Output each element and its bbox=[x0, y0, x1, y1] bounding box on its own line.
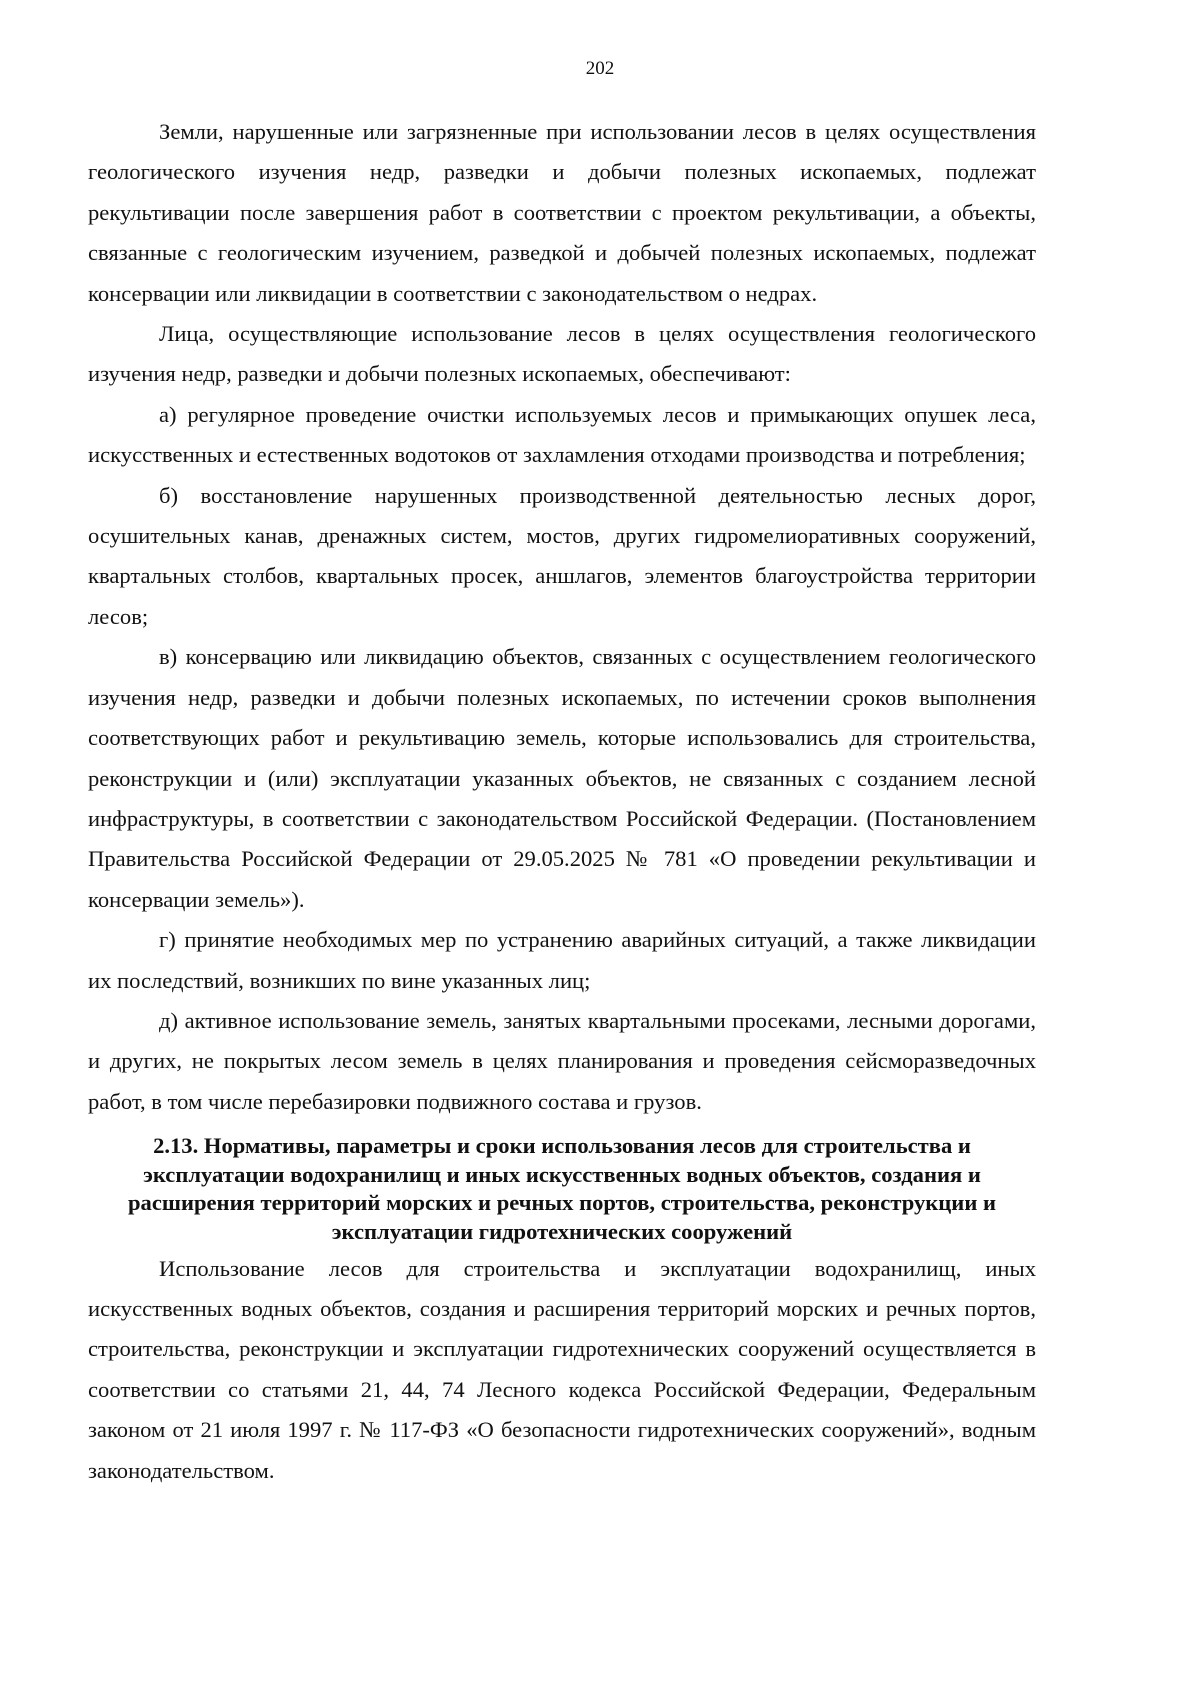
section-heading-2-13: 2.13. Нормативы, параметры и сроки использования лесов для строительства и эксплуатации водохранилищ и иных искусственных водных объектов, создания и расширения территорий морских и речных портов, строительства, реконструкции и эксплуатации гидротехнических сооружений bbox=[127, 1133, 997, 1244]
paragraph-obligations-intro: Лица, осуществляющие использование лесов в целях осуществления геологического изучения недр, разведки и добычи полезных ископаемых, обеспечивают: bbox=[88, 321, 1036, 387]
list-item-b: б) восстановление нарушенных производственной деятельностью лесных дорог, осушительных канав, дренажных систем, мостов, других гидромелиоративных сооружений, квартальных столбов, квартальных просек, аншлагов, элементов благоустройства территории лесов; bbox=[88, 482, 1036, 629]
list-item-g: г) принятие необходимых мер по устранению аварийных ситуаций, а также ликвидации их последствий, возникших по вине указанных лиц; bbox=[88, 927, 1036, 993]
page-number: 202 bbox=[585, 58, 615, 79]
list-item-d: д) активное использование земель, занятых квартальными просеками, лесными дорогами, и других, не покрытых лесом земель в целях планирования и проведения сейсморазведочных работ, в том числе перебазировки подвижного состава и грузов. bbox=[88, 1007, 1036, 1114]
list-item-a: а) регулярное проведение очистки используемых лесов и примыкающих опушек леса, искусственных и естественных водотоков от захламления отходами производства и потребления; bbox=[88, 401, 1036, 468]
paragraph-reclamation: Земли, нарушенные или загрязненные при использовании лесов в целях осуществления геологического изучения недр, разведки и добычи полезных ископаемых, подлежат рекультивации после завершения работ в соответствии с проектом рекультивации, а объекты, связанные с геологическим изучением, разведкой и добычей полезных ископаемых, подлежат консервации или ликвидации в соответствии с законодательством о недрах. bbox=[88, 119, 1036, 306]
paragraph-section-2-13: Использование лесов для строительства и эксплуатации водохранилищ, иных искусственных водных объектов, создания и расширения территорий морских и речных портов, строительства, реконструкции и эксплуатации гидротехнических сооружений осуществляется в соответствии со статьями 21, 44, 74 Лесного кодекса Российской Федерации, Федеральным законом от 21 июля 1997 г. № 117-ФЗ «О безопасности гидротехнических сооружений», водным законодательством. bbox=[88, 1255, 1036, 1483]
list-item-v: в) консервацию или ликвидацию объектов, связанных с осуществлением геологического изучения недр, разведки и добычи полезных ископаемых, по истечении сроков выполнения соответствующих работ и рекультивацию земель, которые использовались для строительства, реконструкции и (или) эксплуатации указанных объектов, не связанных с созданием лесной инфраструктуры, в соответствии с законодательством Российской Федерации. (Постановлением Правительства Российской Федерации от 29.05.2025 № 781 «О проведении рекультивации и консервации земель»). bbox=[88, 644, 1036, 912]
page-content bbox=[88, 112, 1036, 1491]
